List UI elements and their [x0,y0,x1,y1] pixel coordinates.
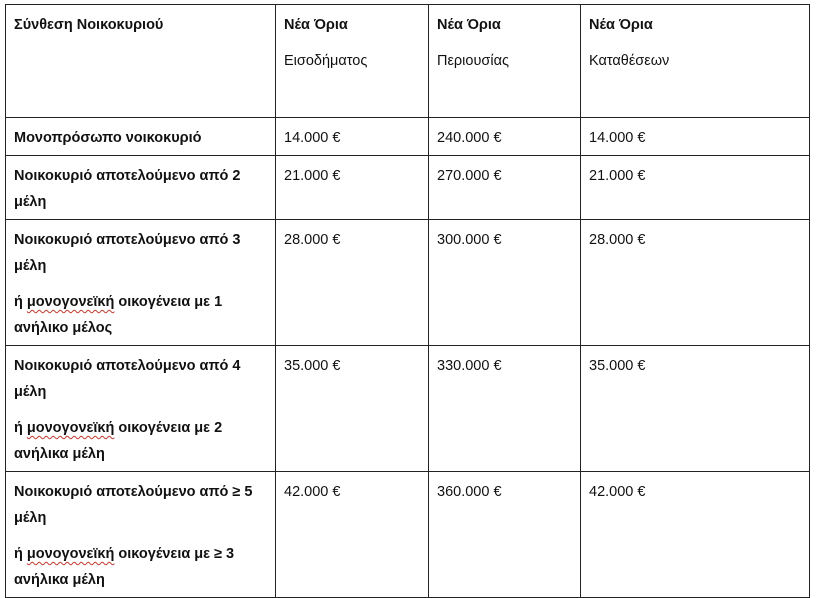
header-deposits-sub: Καταθέσεων [589,53,670,69]
header-household-composition [6,5,276,118]
deposits-cell: 28.000 € [581,220,810,346]
income-cell: 35.000 € [276,346,429,472]
row-label: Νοικοκυριό αποτελούμενο από 2 μέλη [14,168,241,210]
table-row [6,118,810,156]
property-cell: 360.000 € [429,472,581,598]
header-property [429,5,581,118]
table-row [6,346,810,472]
deposits-cell: 21.000 € [581,156,810,220]
deposits-cell: 42.000 € [581,472,810,598]
alt-rest: οικογένεια με ≥ 3 ανήλικα μέλη [14,546,235,588]
row-label-cell [6,472,276,598]
alt-rest: οικογένεια με 1 ανήλικο μέλος [14,294,223,336]
header-income [276,5,429,118]
property-cell: 270.000 € [429,156,581,220]
row-label-cell [6,156,276,220]
row-label: Μονοπρόσωπο νοικοκυριό [14,130,202,146]
income-cell: 42.000 € [276,472,429,598]
table-row [6,156,810,220]
header-deposits [581,5,810,118]
alt-word: μονογονεϊκή [26,294,115,310]
header-income-sub: Εισοδήματος [284,53,368,69]
header-row [6,5,810,118]
income-cell: 28.000 € [276,220,429,346]
alt-word: μονογονεϊκή [26,420,115,436]
property-cell: 330.000 € [429,346,581,472]
property-cell: 240.000 € [429,118,581,156]
income-cell: 21.000 € [276,156,429,220]
row-alt-label [14,541,267,593]
deposits-cell: 35.000 € [581,346,810,472]
row-label: Νοικοκυριό αποτελούμενο από 3 μέλη [14,232,241,274]
income-cell: 14.000 € [276,118,429,156]
alt-rest: οικογένεια με 2 ανήλικα μέλη [14,420,223,462]
header-col1-label: Σύνθεση Νοικοκυριού [14,17,164,33]
header-income-title: Νέα Όρια [284,17,348,33]
header-property-sub: Περιουσίας [437,53,509,69]
alt-prefix: ή [14,546,27,562]
header-deposits-title: Νέα Όρια [589,17,653,33]
property-cell: 300.000 € [429,220,581,346]
deposits-cell: 14.000 € [581,118,810,156]
household-limits-table [5,4,810,598]
row-label-cell [6,346,276,472]
row-label: Νοικοκυριό αποτελούμενο από 4 μέλη [14,358,241,400]
row-label: Νοικοκυριό αποτελούμενο από ≥ 5 μέλη [14,484,253,526]
alt-word: μονογονεϊκή [26,546,115,562]
row-label-cell [6,220,276,346]
row-alt-label [14,415,267,467]
row-alt-label [14,289,267,341]
header-property-title: Νέα Όρια [437,17,501,33]
table-row [6,220,810,346]
alt-prefix: ή [14,294,27,310]
row-label-cell [6,118,276,156]
alt-prefix: ή [14,420,27,436]
table-row [6,472,810,598]
